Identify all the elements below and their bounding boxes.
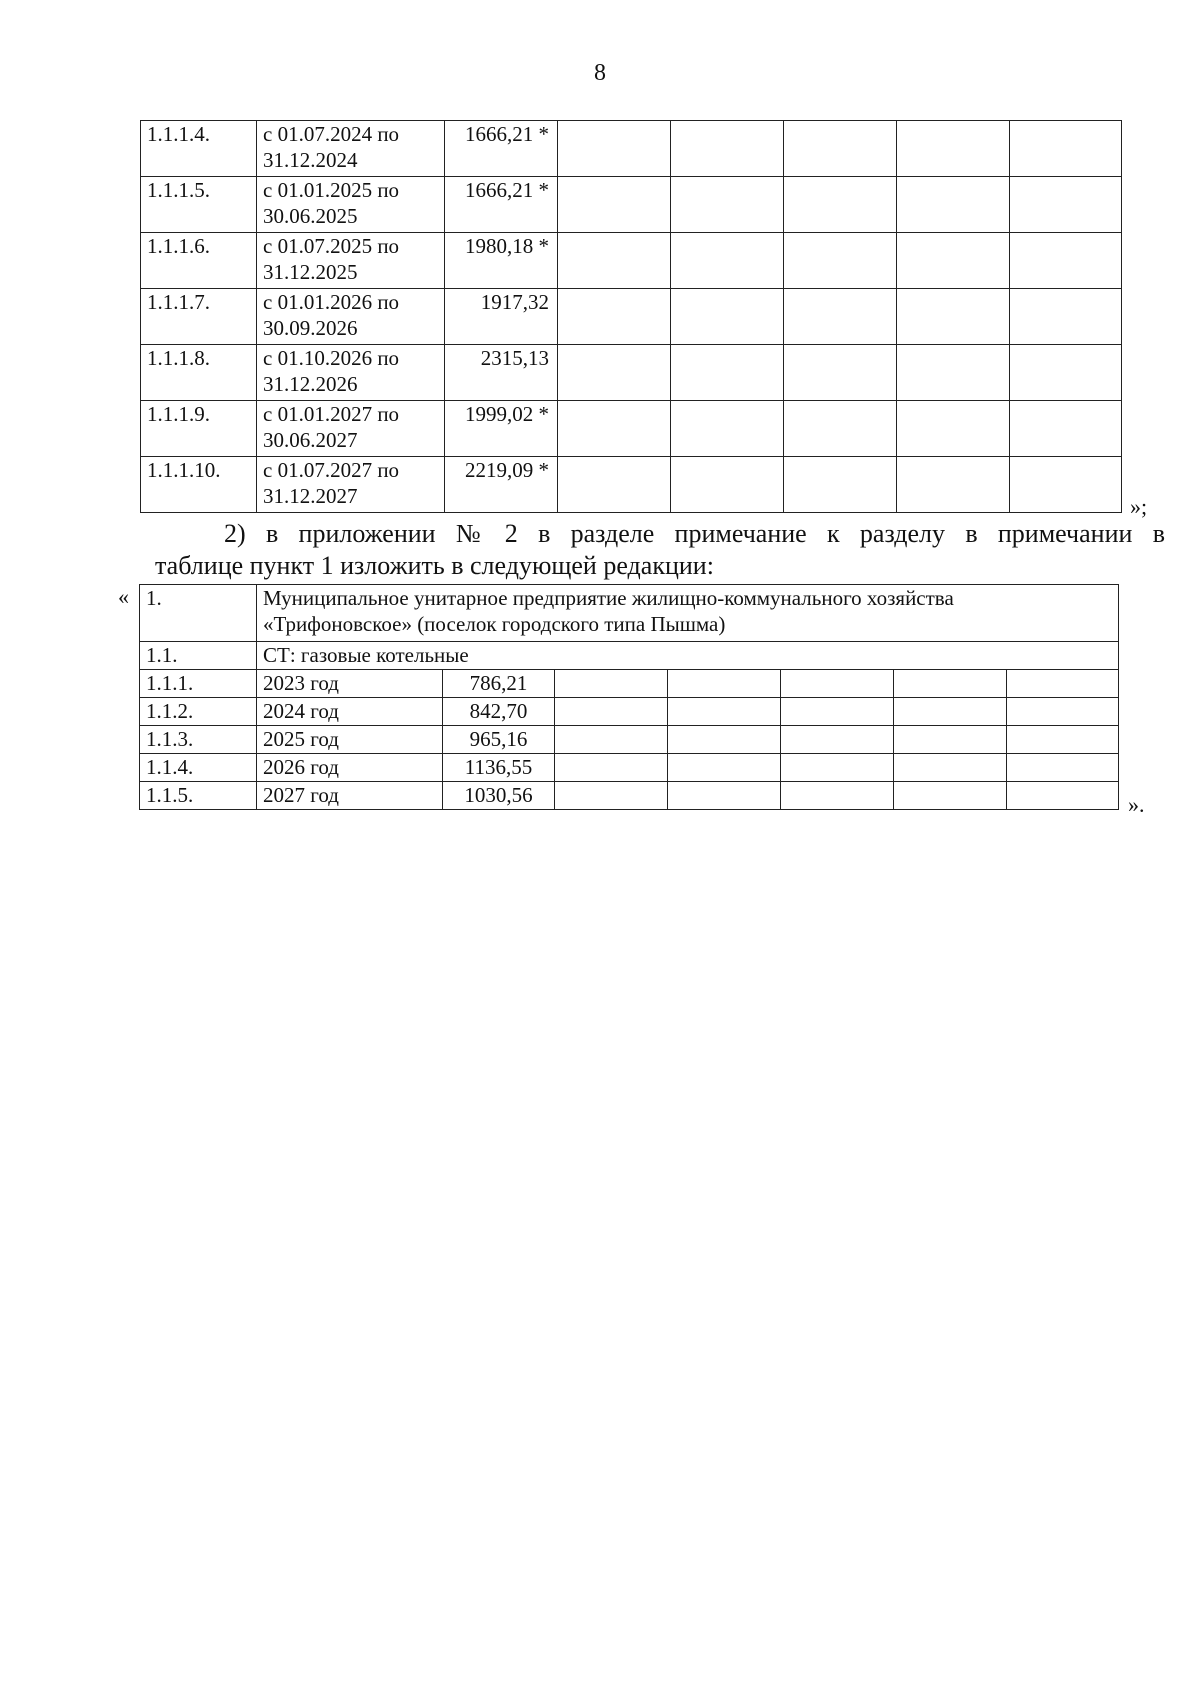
period-end: 30.06.2025: [263, 204, 358, 228]
empty-cell: [784, 401, 897, 457]
empty-cell: [1007, 670, 1119, 698]
closing-quote-1: »;: [1130, 494, 1148, 519]
tariff-value: 842,70: [443, 698, 555, 726]
empty-cell: [671, 233, 784, 289]
empty-cell: [897, 457, 1010, 513]
empty-cell: [671, 121, 784, 177]
period-cell: [257, 401, 445, 457]
empty-cell: [1010, 289, 1122, 345]
empty-cell: [558, 401, 671, 457]
empty-cell: [784, 121, 897, 177]
opening-quote-2: «: [118, 584, 129, 609]
empty-cell: [558, 289, 671, 345]
tariff-value: 786,21: [443, 670, 555, 698]
row-number: 1.1.1.8.: [141, 345, 257, 401]
empty-cell: [897, 401, 1010, 457]
row-number: 1.1.2.: [140, 698, 257, 726]
empty-cell: [897, 345, 1010, 401]
empty-cell: [558, 177, 671, 233]
period-start: с 01.01.2027 по: [263, 402, 400, 426]
empty-cell: [668, 670, 781, 698]
empty-cell: [1010, 457, 1122, 513]
table-row: [141, 289, 1122, 345]
empty-cell: [897, 121, 1010, 177]
period-start: с 01.10.2026 по: [263, 346, 400, 370]
empty-cell: [671, 345, 784, 401]
row-number: 1.: [140, 585, 257, 642]
period-cell: [257, 457, 445, 513]
row-number: 1.1.4.: [140, 754, 257, 782]
row-number: 1.1.1.9.: [141, 401, 257, 457]
tariff-value: 1666,21 *: [445, 177, 558, 233]
tariff-value: 965,16: [443, 726, 555, 754]
table-row-organization: [140, 585, 1119, 642]
empty-cell: [784, 345, 897, 401]
empty-cell: [781, 754, 894, 782]
empty-cell: [781, 670, 894, 698]
empty-cell: [1010, 177, 1122, 233]
year-cell: 2023 год: [257, 670, 443, 698]
row-number: 1.1.1.6.: [141, 233, 257, 289]
year-cell: 2024 год: [257, 698, 443, 726]
empty-cell: [1007, 782, 1119, 810]
period-end: 31.12.2024: [263, 148, 358, 172]
period-end: 31.12.2025: [263, 260, 358, 284]
period-start: с 01.07.2024 по: [263, 122, 400, 146]
tariff-value: 1980,18 *: [445, 233, 558, 289]
empty-cell: [897, 289, 1010, 345]
empty-cell: [1010, 345, 1122, 401]
table-row: [141, 457, 1122, 513]
year-cell: 2025 год: [257, 726, 443, 754]
empty-cell: [784, 289, 897, 345]
period-end: 30.06.2027: [263, 428, 358, 452]
tariff-value: 1917,32: [445, 289, 558, 345]
yearly-tariff-table: [139, 584, 1119, 810]
table-row: [141, 401, 1122, 457]
empty-cell: [668, 698, 781, 726]
empty-cell: [1007, 726, 1119, 754]
empty-cell: [784, 177, 897, 233]
empty-cell: [894, 754, 1007, 782]
period-end: 31.12.2026: [263, 372, 358, 396]
table-row: [140, 782, 1119, 810]
table-row: [140, 698, 1119, 726]
empty-cell: [555, 782, 668, 810]
period-start: с 01.01.2026 по: [263, 290, 400, 314]
empty-cell: [894, 782, 1007, 810]
empty-cell: [555, 726, 668, 754]
empty-cell: [558, 233, 671, 289]
period-end: 30.09.2026: [263, 316, 358, 340]
row-number: 1.1.1.: [140, 670, 257, 698]
empty-cell: [668, 726, 781, 754]
empty-cell: [555, 754, 668, 782]
empty-cell: [894, 670, 1007, 698]
tariff-value: 2315,13: [445, 345, 558, 401]
period-cell: [257, 289, 445, 345]
empty-cell: [555, 670, 668, 698]
year-cell: 2027 год: [257, 782, 443, 810]
row-number: 1.1.3.: [140, 726, 257, 754]
tariff-value: 1136,55: [443, 754, 555, 782]
row-number: 1.1.1.4.: [141, 121, 257, 177]
empty-cell: [558, 457, 671, 513]
organization-line-1: Муниципальное унитарное предприятие жилищно-коммунального хозяйства: [263, 586, 954, 610]
organization-name: [257, 585, 1119, 642]
row-number: 1.1.5.: [140, 782, 257, 810]
empty-cell: [894, 698, 1007, 726]
table-row-subheader: [140, 642, 1119, 670]
table-row: [140, 754, 1119, 782]
table-row: [140, 726, 1119, 754]
tariff-value: 1999,02 *: [445, 401, 558, 457]
subheader-label: СТ: газовые котельные: [257, 642, 1119, 670]
empty-cell: [668, 754, 781, 782]
empty-cell: [671, 289, 784, 345]
empty-cell: [1010, 233, 1122, 289]
empty-cell: [555, 698, 668, 726]
organization-line-2: «Трифоновское» (поселок городского типа Пышма): [263, 612, 726, 636]
empty-cell: [781, 698, 894, 726]
table-row: [141, 233, 1122, 289]
empty-cell: [897, 233, 1010, 289]
paragraph-line-1: 2) в приложении № 2 в разделе примечание к разделу в примечании в: [224, 519, 1165, 548]
period-start: с 01.01.2025 по: [263, 178, 400, 202]
paragraph-line-2: таблице пункт 1 изложить в следующей редакции:: [155, 551, 714, 580]
empty-cell: [781, 726, 894, 754]
tariff-value: 2219,09 *: [445, 457, 558, 513]
empty-cell: [671, 457, 784, 513]
table-row: [141, 121, 1122, 177]
empty-cell: [784, 457, 897, 513]
empty-cell: [671, 401, 784, 457]
tariff-value: 1030,56: [443, 782, 555, 810]
period-start: с 01.07.2027 по: [263, 458, 400, 482]
period-cell: [257, 121, 445, 177]
period-cell: [257, 345, 445, 401]
year-cell: 2026 год: [257, 754, 443, 782]
row-number: 1.1.1.10.: [141, 457, 257, 513]
empty-cell: [671, 177, 784, 233]
period-cell: [257, 177, 445, 233]
period-end: 31.12.2027: [263, 484, 358, 508]
period-cell: [257, 233, 445, 289]
table-row: [140, 670, 1119, 698]
empty-cell: [558, 345, 671, 401]
empty-cell: [897, 177, 1010, 233]
row-number: 1.1.: [140, 642, 257, 670]
table-row: [141, 345, 1122, 401]
page-number: 8: [594, 60, 606, 86]
empty-cell: [784, 233, 897, 289]
tariff-value: 1666,21 *: [445, 121, 558, 177]
empty-cell: [1010, 121, 1122, 177]
empty-cell: [894, 726, 1007, 754]
empty-cell: [668, 782, 781, 810]
tariff-periods-table: [140, 120, 1122, 513]
table-row: [141, 177, 1122, 233]
empty-cell: [1007, 698, 1119, 726]
empty-cell: [1010, 401, 1122, 457]
period-start: с 01.07.2025 по: [263, 234, 400, 258]
empty-cell: [781, 782, 894, 810]
row-number: 1.1.1.5.: [141, 177, 257, 233]
closing-quote-2: ».: [1128, 792, 1145, 817]
row-number: 1.1.1.7.: [141, 289, 257, 345]
empty-cell: [558, 121, 671, 177]
empty-cell: [1007, 754, 1119, 782]
